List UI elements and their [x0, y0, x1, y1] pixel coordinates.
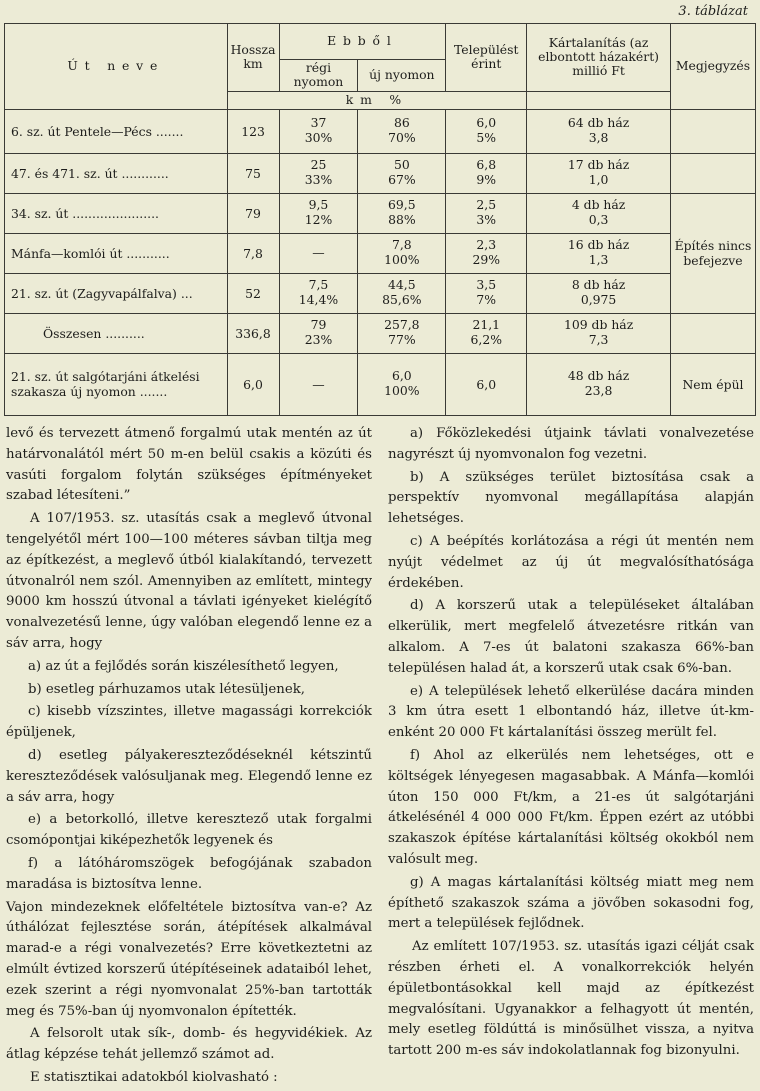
table-row: 34. sz. út ...................... 79 9,5 12% 69,5 88% 2,5 3% 4 db ház 0,3 Építés nincs befejezve — [5, 193, 756, 233]
header-remarks: Megjegyzés — [670, 24, 755, 110]
header-compensation: Kártalanítás (az elbontott házakért) millió Ft — [527, 24, 671, 92]
list-item: b) A szükséges terület biztosítása csak a perspektív nyomvonal megállapítása alapján lehetséges. — [388, 469, 754, 527]
list-item: c) kisebb vízszintes, illetve magassági korrekciók épüljenek, — [6, 704, 372, 741]
header-new-route: új nyomon — [358, 60, 446, 92]
header-length: Hossza km — [227, 24, 279, 92]
table-row: 21. sz. út (Zagyvapálfalva) ... 52 7,5 14,4% 44,5 85,6% 3,5 7% 8 db ház 0,975 — [5, 273, 756, 313]
paragraph: A felsorolt utak sík-, domb- és hegyvidékiek. Az átlag képzése tehát jellemző számot ad. — [6, 1026, 372, 1063]
table-row: 47. és 471. sz. út ............ 75 25 33% 50 67% 6,8 9% 17 db ház 1,0 — [5, 153, 756, 193]
paragraph: levő és tervezett átmenő forgalmú utak mentén az út határvonalától mért 50 m-en belül csakis a közúti és vasúti forgalom folytán szükséges építményeket szabad létesíteni.” — [6, 426, 372, 504]
paragraph: A 107/1953. sz. utasítás csak a meglevő útvonal tengelyétől mért 100—100 méteres sávban tiltja meg az építkezést, a meglevő útból kialakítandó, tervezett útvonalról nem szól. Amennyiben az említett, mintegy 9000 km hosszú útvonal a távlati igényeket kielégítő vonalvezetésű lenne, úgy valóban elegendő lenne ez a sáv arra, hogy — [6, 511, 372, 651]
paragraph: Az említett 107/1953. sz. utasítás igazi célját csak részben érheti el. A vonalkorrekciók helyén épületbontásokkal kell majd az építkezést megvalósítani. Ugyanakkor a felhagyott út mentén, mely esetleg földúttá is minősülhet vissza, a nyitva tartott 200 m-es sáv indokolatlannak fog bizonyulni. — [388, 939, 754, 1059]
paragraph: E statisztikai adatokból kiolvasható : — [30, 1069, 278, 1085]
list-item: b) esetleg párhuzamos utak létesüljenek, — [28, 681, 306, 697]
total-row: Összesen .......... 336,8 79 23% 257,8 77% 21,1 6,2% 109 db ház 7,3 — [5, 313, 756, 353]
last-row: 21. sz. út salgótarjáni átkelési szakasza új nyomon ....... 6,0 — 6,0 100% 6,0 48 db ház 23,8 Nem épül — [5, 353, 756, 415]
list-item: f) Ahol az elkerülés nem lehetséges, ott e költségek lényegesen magasabbak. A Mánfa—komlói úton 150 000 Ft/km, a 21-es út salgótarjáni átkelésénél 4 000 000 Ft/km. Éppen ezért az utóbbi szakaszok építése kártalanítási költség okokból nem valósult meg. — [388, 747, 754, 867]
table-number: 3. táblázat — [678, 4, 748, 19]
left-column — [6, 424, 372, 1091]
list-item: d) A korszerű utak a településeket általában elkerülik, mert megfelelő átvezetésre ritkán van alkalom. A 7-es út balatoni szakasza 66%-ban településen halad át, a korszerű utak csak 6%-ban. — [388, 598, 754, 676]
list-item: g) A magas kártalanítási költség miatt meg nem építhető szakaszok száma a jövőben sokasodni fog, mert a települések fejlődnek. — [388, 874, 754, 932]
body-text — [6, 424, 754, 1091]
road-statistics-table — [4, 23, 756, 416]
header-of-which: Ebből — [279, 24, 446, 60]
list-item: e) a betorkolló, illetve keresztező utak forgalmi csomópontjai kiképezhetők legyenek és — [6, 812, 372, 849]
table-row: Mánfa—komlói út ........... 7,8 — 7,8 100% 2,3 29% 16 db ház 1,3 — [5, 233, 756, 273]
list-item: a) az út a fejlődés során kiszélesíthető legyen, — [28, 658, 339, 674]
list-item: f) a látóháromszögek befogójának szabadon maradása is biztosítva lenne. — [6, 855, 372, 892]
remark-construction: Építés nincs befejezve — [670, 193, 755, 313]
header-unit-row: km % — [227, 91, 527, 109]
list-item: e) A települések lehető elkerülése dacára minden 3 km útra esett 1 elbontandó ház, illetve út-km-enként 20 000 Ft kártalanítási összeg merült fel. — [388, 683, 754, 741]
header-old-route: régi nyomon — [279, 60, 358, 92]
paragraph: Vajon mindezeknek előfeltétele biztosítva van-e? Az úthálózat fejlesztése során, átépítések alkalmával marad-e a régi vonalvezetés? Erre következtetni az elmúlt évtized korszerű útépítéseinek adataiból lehet, ezek szerint a régi nyomvonalat 25%-ban tartották meg és 75%-ban új nyomvonalon építették. — [6, 899, 372, 1019]
table-row: 6. sz. út Pentele—Pécs ....... 123 37 30% 86 70% 6,0 5% 64 db ház 3,8 — [5, 109, 756, 153]
list-item: d) esetleg pályakereszteződéseknél kétszintű kereszteződések valósuljanak meg. Elegendő lenne ez a sáv arra, hogy — [6, 747, 372, 805]
list-item: a) Főközlekedési útjaink távlati vonalvezetése nagyrészt új nyomvonalon fog vezetni. — [388, 426, 754, 462]
header-settlement: Települést érint — [446, 24, 527, 92]
right-column — [388, 424, 754, 1091]
list-item: c) A beépítés korlátozása a régi út mentén nem nyújt védelmet az új út megvalósíthatósága érdekében. — [388, 533, 754, 591]
header-road-name: Út neve — [5, 24, 228, 110]
